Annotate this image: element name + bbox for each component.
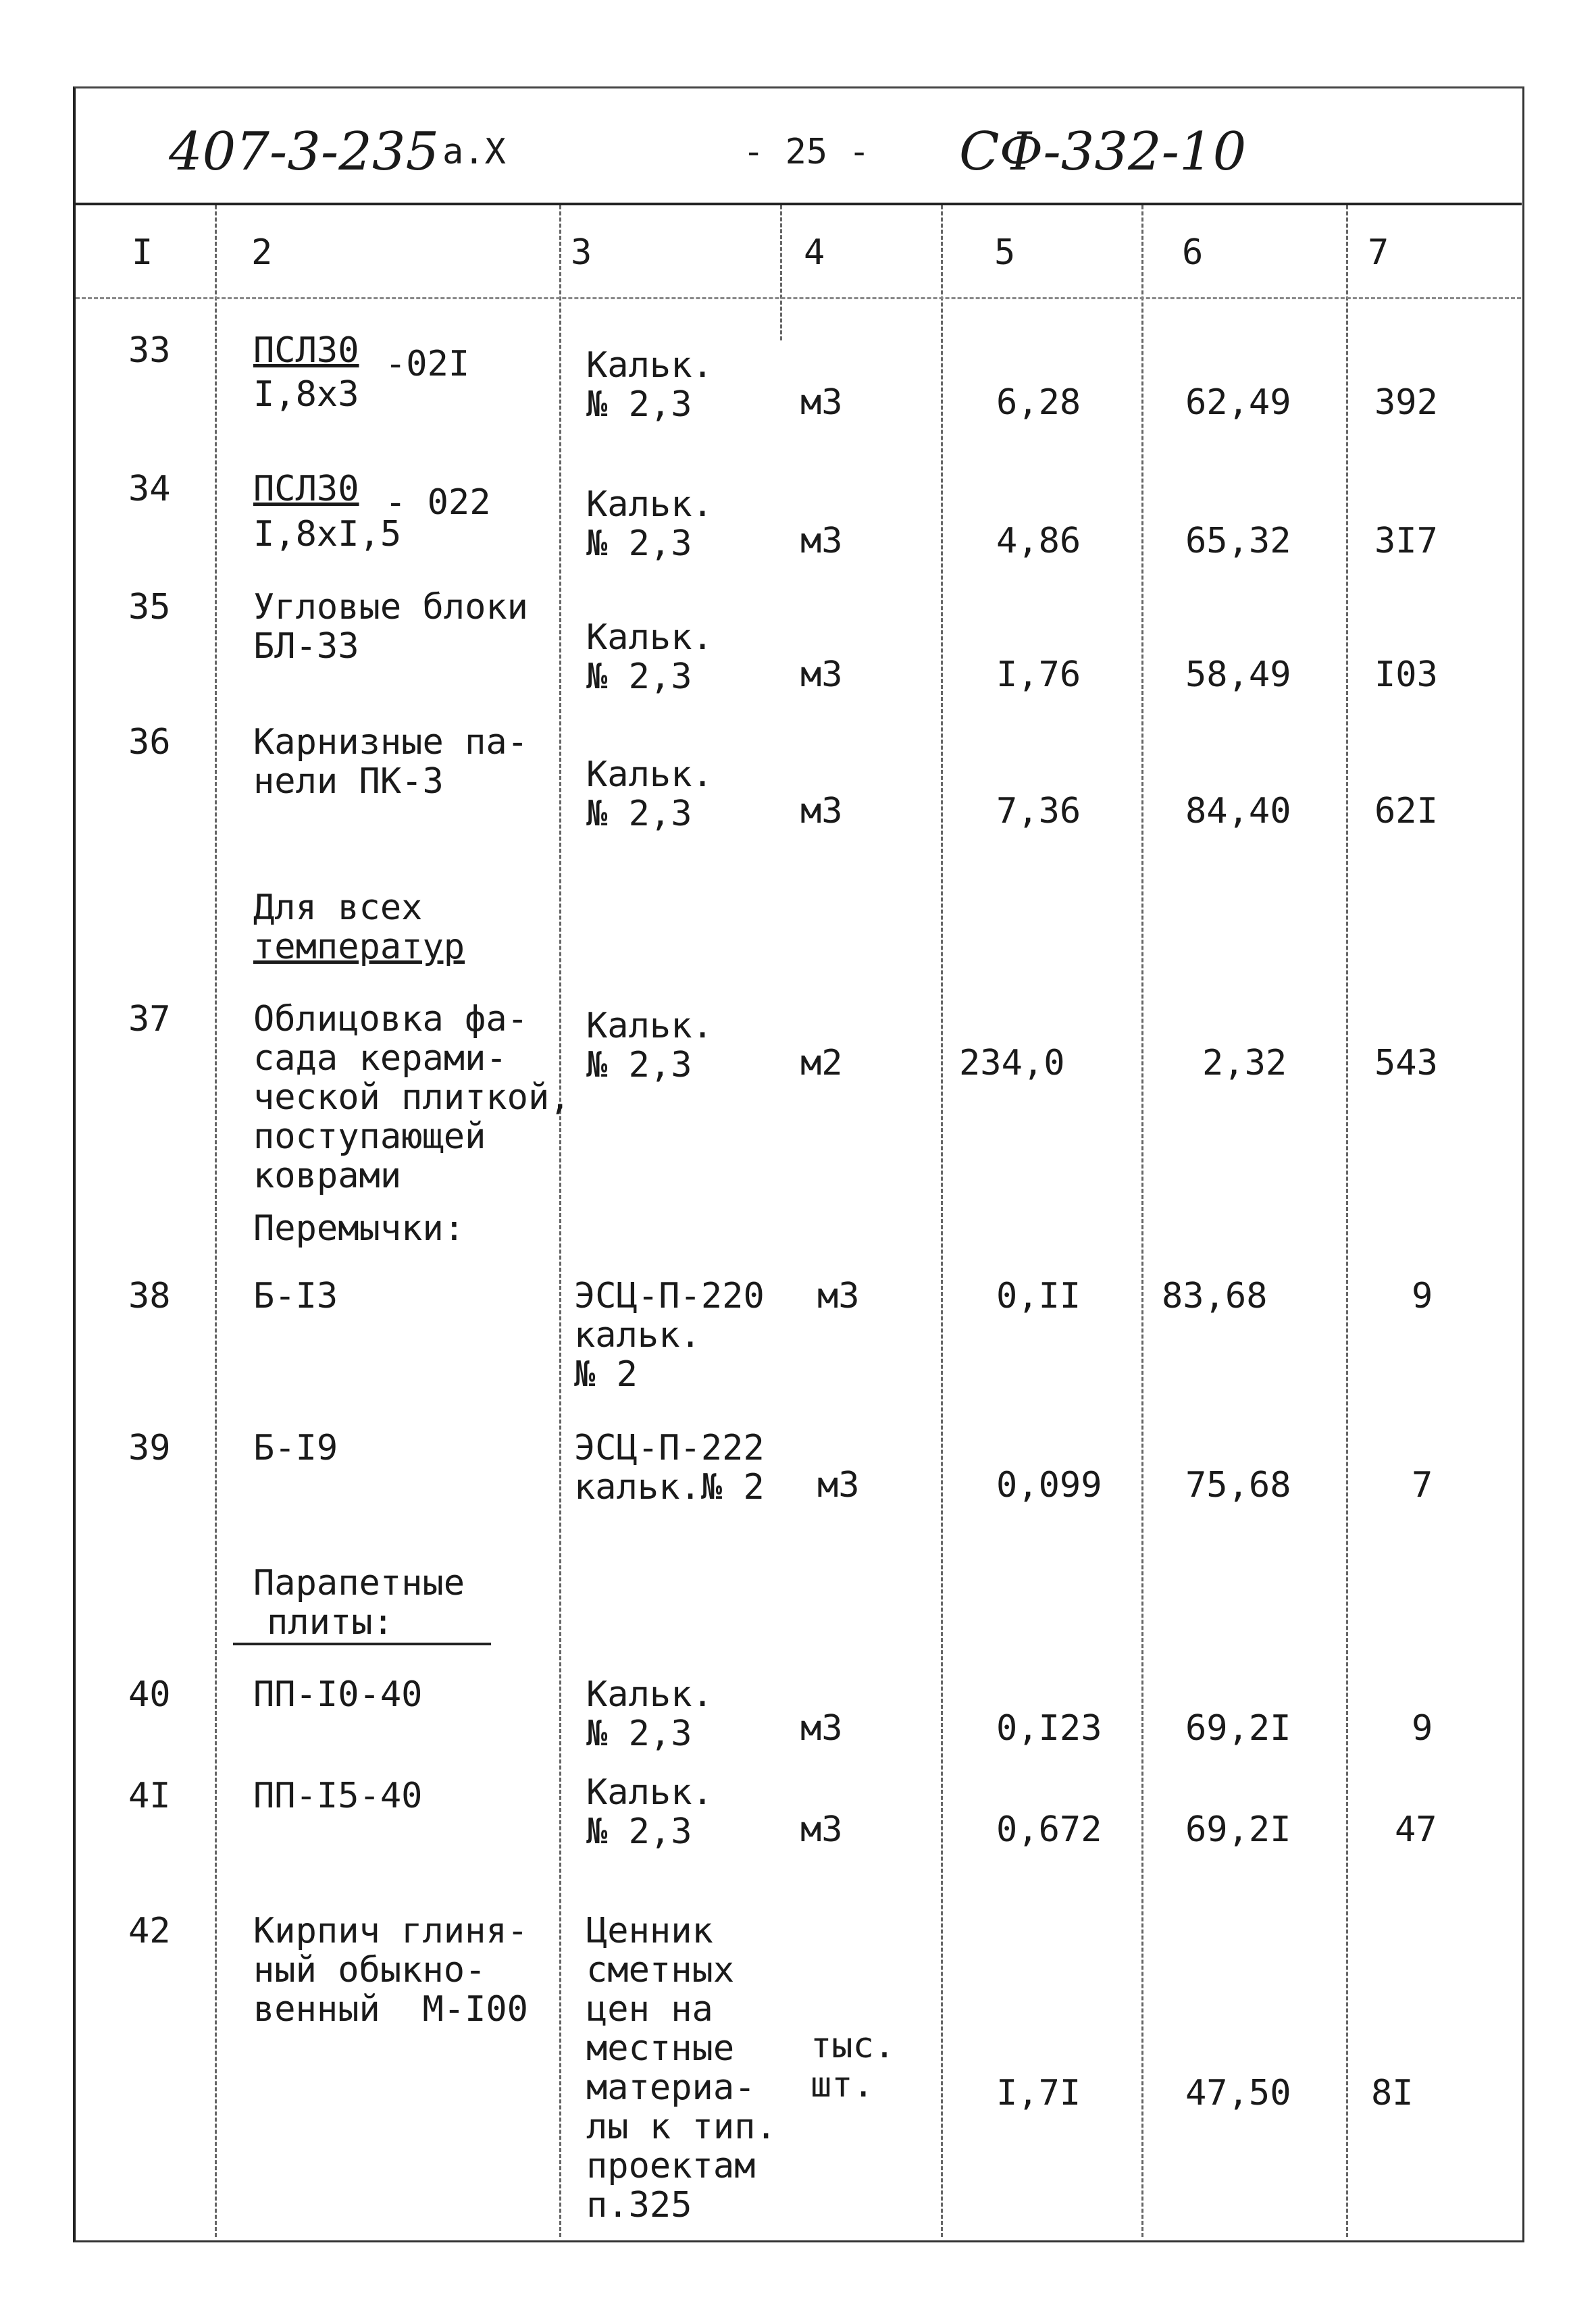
item-name: ПП-I5-40 [253,1776,423,1816]
col-header-2: 2 [251,232,273,273]
sheet-code: СФ-332-10 [959,122,1247,182]
section-title-line2: плиты: [267,1602,394,1643]
page-number: - 25 - [743,132,870,172]
item-name: Облицовка фа- сада керами- ческой плиткой, поступающей коврами [253,999,571,1196]
row-number: 42 [128,1911,171,1951]
item-unit: м2 [800,1043,843,1083]
item-quantity: 0,672 [996,1809,1102,1850]
row-number: 37 [128,999,171,1039]
item-price: 47,50 [1185,2073,1291,2113]
row-number: 40 [128,1674,171,1715]
item-unit: м3 [817,1465,860,1506]
item-total: 47 [1395,1809,1437,1850]
col-divider-1 [215,205,217,2237]
item-unit: м3 [817,1276,860,1316]
col-header-5: 5 [994,232,1016,273]
item-name: Б-I9 [253,1428,338,1468]
item-reference: Кальк. № 2,3 [586,1772,713,1852]
item-price: 83,68 [1162,1276,1268,1316]
column-header-rule [76,297,1521,299]
item-reference: Кальк. № 2,3 [586,1006,713,1085]
col-divider-3 [780,205,782,340]
item-price: 84,40 [1185,791,1291,831]
item-price: 2,32 [1202,1043,1287,1083]
item-total: 62I [1374,791,1438,831]
item-reference: Кальк. № 2,3 [586,617,713,697]
col-divider-6 [1346,205,1348,2237]
item-total: 543 [1374,1043,1438,1083]
section-title-line2: температур [253,927,465,967]
item-name: ПСЛ30 [253,330,359,371]
col-header-1: I [132,232,153,273]
item-unit: м3 [800,791,843,831]
album-label: а.Х [442,132,506,172]
item-reference: Ценник сметных цен на местные материа- лы к тип. проектам п.325 [586,1911,777,2226]
item-unit: м3 [800,654,843,695]
item-unit: м3 [800,1708,843,1749]
row-number: 35 [128,587,171,627]
item-reference: Кальк. № 2,3 [586,1674,713,1754]
col-header-4: 4 [804,232,825,273]
item-price: 69,2I [1185,1809,1291,1850]
item-total: 392 [1374,382,1438,423]
item-total: I03 [1374,654,1438,695]
item-reference: ЭСЦ-П-222 кальк.№ 2 [574,1428,765,1508]
item-quantity: I,76 [996,654,1081,695]
row-number: 34 [128,469,171,509]
section-underline [233,1643,491,1645]
item-name: Б-I3 [253,1276,338,1316]
item-unit: м3 [800,1809,843,1850]
item-price: 65,32 [1185,521,1291,561]
item-name: ПП-I0-40 [253,1674,423,1715]
item-name-suffix: - 022 [385,482,491,523]
item-name: Кирпич глиня- ный обыкно- венный М-I00 [253,1911,528,2030]
item-name: Карнизные па- нели ПК-3 [253,722,528,802]
row-number: 39 [128,1428,171,1468]
item-price: 69,2I [1185,1708,1291,1749]
item-price: 75,68 [1185,1465,1291,1506]
item-total: 9 [1412,1708,1433,1749]
col-header-3: 3 [571,232,592,273]
item-quantity: 6,28 [996,382,1081,423]
col-divider-5 [1141,205,1143,2237]
item-quantity: 0,II [996,1276,1081,1316]
col-header-6: 6 [1182,232,1204,273]
row-number: 36 [128,722,171,763]
item-size: I,8x3 [253,374,359,415]
item-quantity: 4,86 [996,521,1081,561]
item-total: 3I7 [1374,521,1438,561]
item-name: Угловые блоки БЛ-33 [253,587,528,667]
item-unit: м3 [800,382,843,423]
item-name-suffix: -02I [385,344,470,384]
item-reference: Кальк. № 2,3 [586,484,713,564]
item-reference: Кальк. № 2,3 [586,754,713,834]
item-total: 7 [1412,1465,1433,1506]
item-name: ПСЛ30 [253,469,359,509]
row-number: 33 [128,330,171,371]
section-title: Перемычки: [253,1208,465,1249]
item-unit: м3 [800,521,843,561]
col-divider-4 [941,205,943,2237]
item-price: 58,49 [1185,654,1291,695]
col-header-7: 7 [1368,232,1389,273]
row-number: 4I [128,1776,171,1816]
item-unit: тыс. шт. [810,2026,896,2105]
item-price: 62,49 [1185,382,1291,423]
row-number: 38 [128,1276,171,1316]
item-total: 8I [1371,2073,1414,2113]
item-reference: Кальк. № 2,3 [586,345,713,425]
item-quantity: 0,I23 [996,1708,1102,1749]
section-title: Для всех [253,888,423,928]
item-reference: ЭСЦ-П-220 кальк. № 2 [574,1276,765,1395]
item-quantity: I,7I [996,2073,1081,2113]
section-title: Парапетные [253,1563,465,1603]
col-divider-2 [559,205,561,2237]
doc-code: 407-3-235 [169,122,440,182]
header-rule [73,203,1522,205]
item-quantity: 7,36 [996,791,1081,831]
item-quantity: 0,099 [996,1465,1102,1506]
item-size: I,8xI,5 [253,514,402,555]
item-quantity: 234,0 [959,1043,1065,1083]
item-total: 9 [1412,1276,1433,1316]
